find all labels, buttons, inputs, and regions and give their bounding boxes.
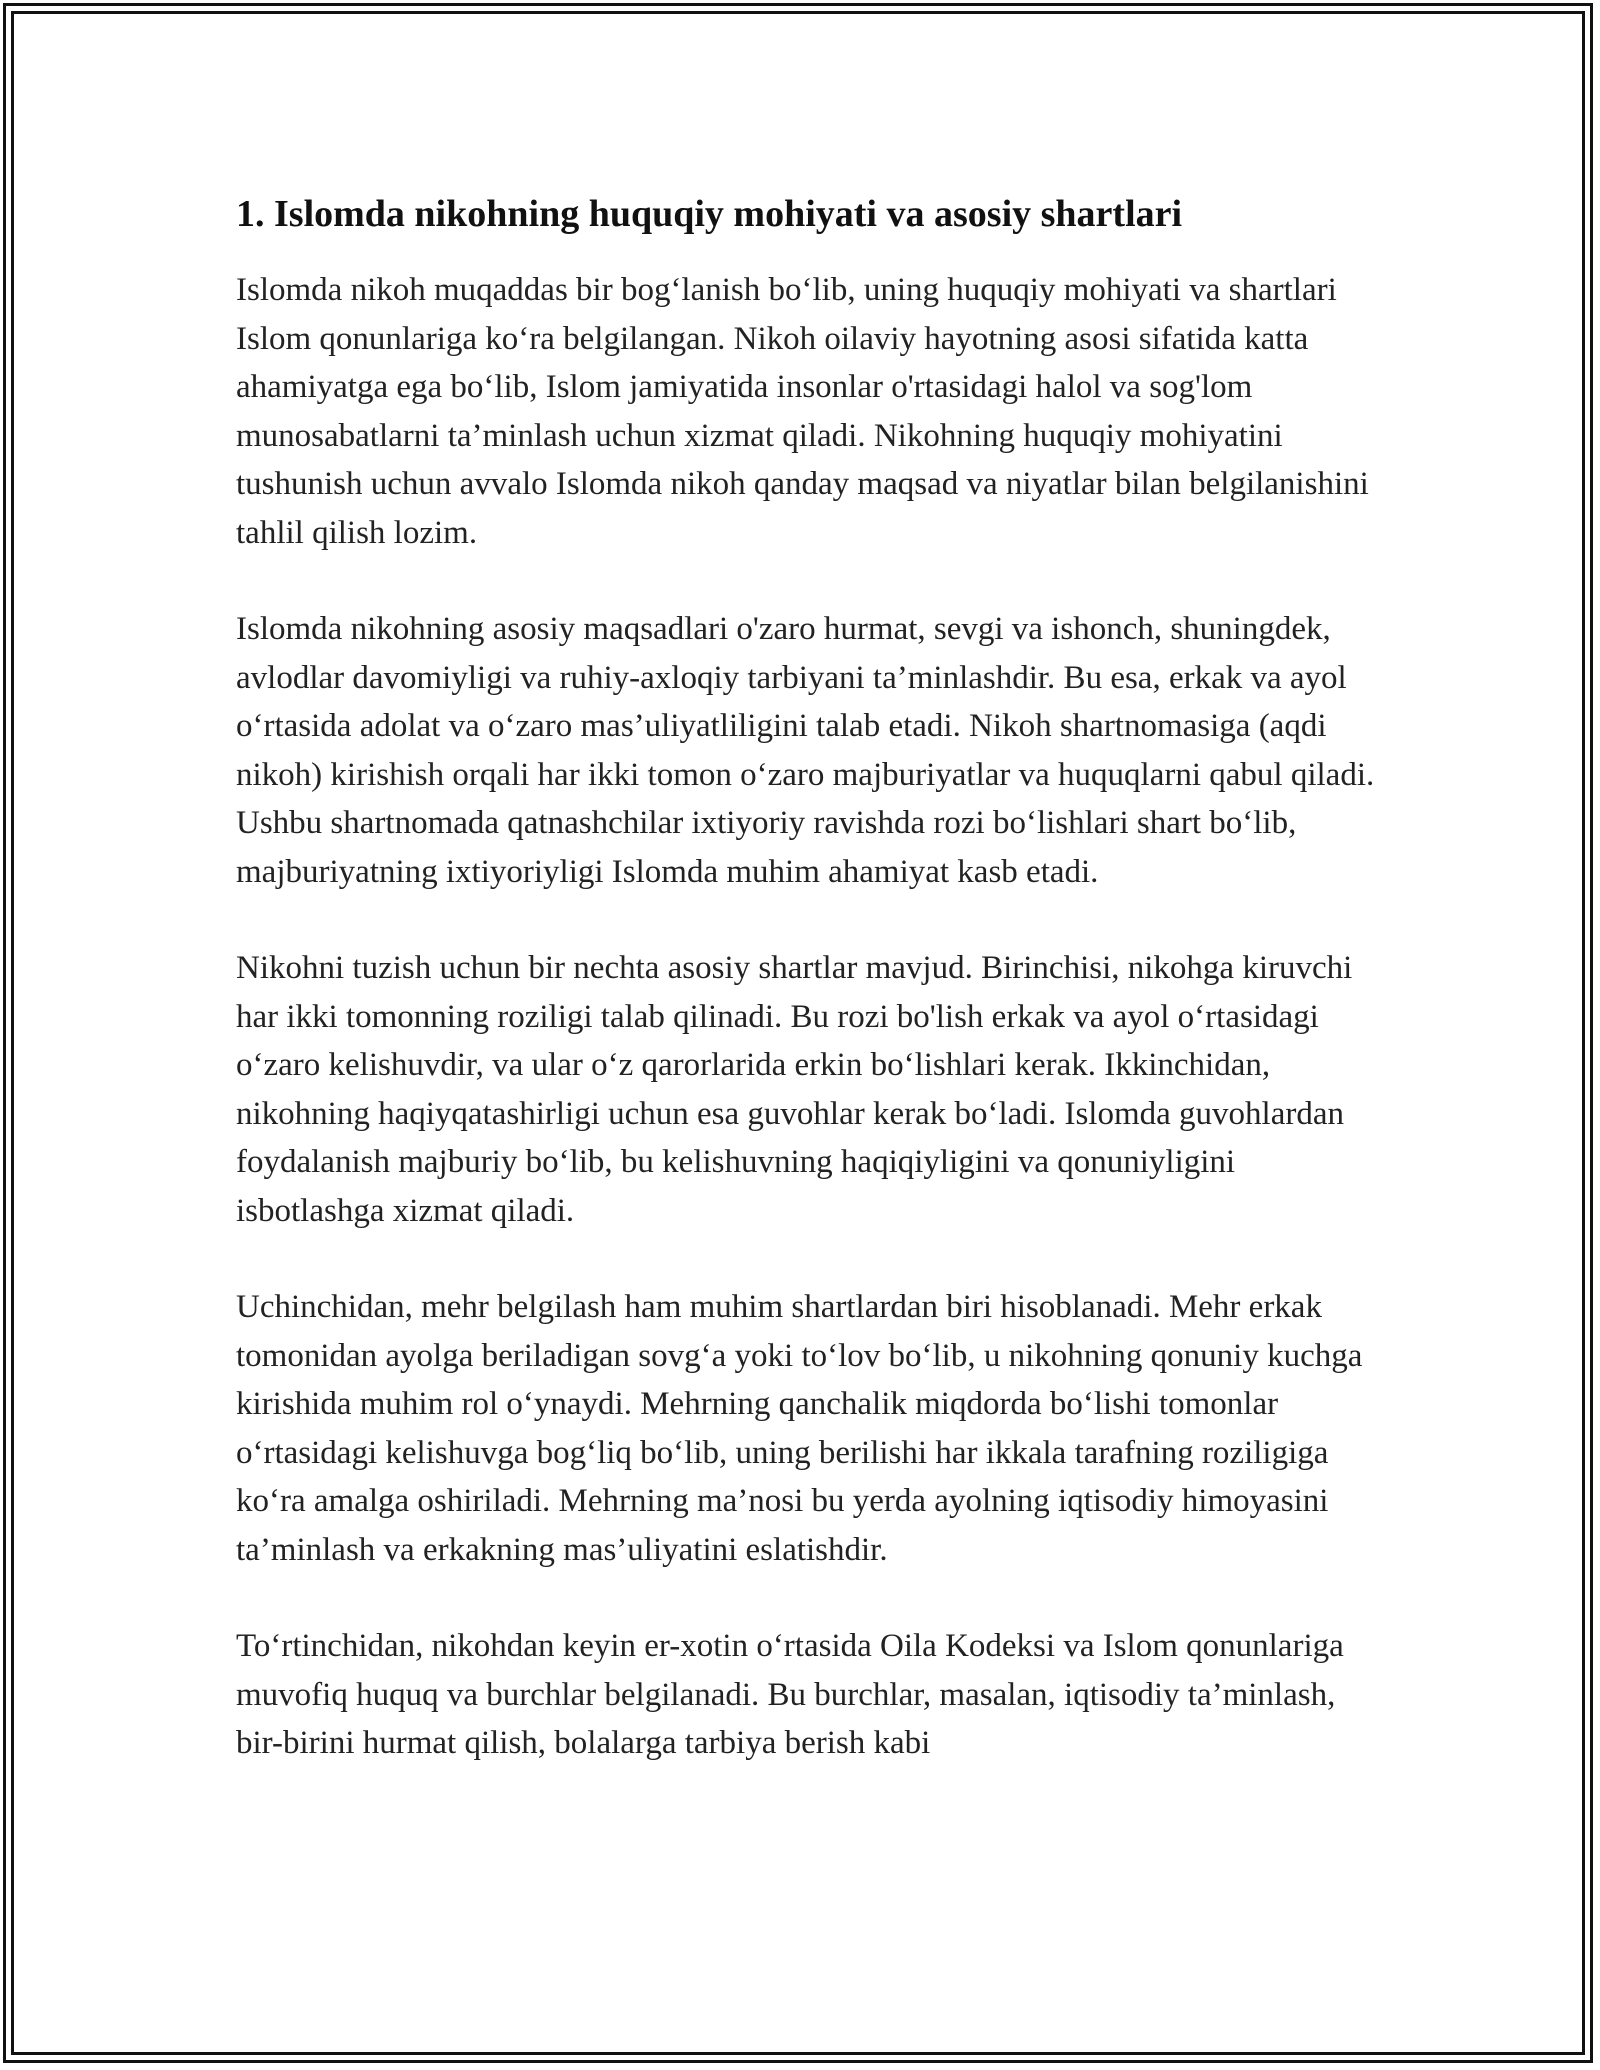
paragraph-1: Islomda nikoh muqaddas bir bog‘lanish bo‘lib, uning huquqiy mohiyati va shartlari Islom qonunlariga ko‘ra belgilangan. Nikoh oilaviy hayotning asosi sifatida katta ahamiyatga ega bo‘lib, Islom jamiyatida insonlar o'rtasidagi halol va sog'lom munosabatlarni ta’minlash uchun xizmat qiladi. Nikohning huquqiy mohiyatini tushunish uchun avvalo Islomda nikoh qanday maqsad va niyatlar bilan belgilanishini tahlil qilish lozim. xyxy=(236,272,1369,551)
paragraph-2: Islomda nikohning asosiy maqsadlari o'zaro hurmat, sevgi va ishonch, shuningdek, avlodlar davomiyligi va ruhiy-axloqiy tarbiyani ta’minlashdir. Bu esa, erkak va ayol o‘rtasida adolat va o‘zaro mas’uliyatliligini talab etadi. Nikoh shartnomasiga (aqdi nikoh) kirishish orqali har ikki tomon o‘zaro majburiyatlar va huquqlarni qabul qiladi. Ushbu shartnomada qatnashchilar ixtiyoriy ravishda rozi bo‘lishlari shart bo‘lib, majburiyatning ixtiyoriyligi Islomda muhim ahamiyat kasb etadi. xyxy=(236,611,1375,890)
document-body xyxy=(236,184,1376,1816)
paragraph-5: To‘rtinchidan, nikohdan keyin er-xotin o‘rtasida Oila Kodeksi va Islom qonunlariga muvofiq huquq va burchlar belgilanadi. Bu burchlar, masalan, iqtisodiy ta’minlash, bir-birini hurmat qilish, bolalarga tarbiya berish kabi xyxy=(236,1628,1344,1761)
paragraph-4: Uchinchidan, mehr belgilash ham muhim shartlardan biri hisoblanadi. Mehr erkak tomonidan ayolga beriladigan sovg‘a yoki to‘lov bo‘lib, u nikohning qonuniy kuchga kirishida muhim rol o‘ynaydi. Mehrning qanchalik miqdorda bo‘lishi tomonlar o‘rtasidagi kelishuvga bog‘liq bo‘lib, uning berilishi har ikkala tarafning roziligiga ko‘ra amalga oshiriladi. Mehrning ma’nosi bu yerda ayolning iqtisodiy himoyasini ta’minlash va erkakning mas’uliyatini eslatishdir. xyxy=(236,1289,1363,1568)
section-heading: 1. Islomda nikohning huquqiy mohiyati va asosiy shartlari xyxy=(236,193,1183,235)
paragraph-3: Nikohni tuzish uchun bir nechta asosiy shartlar mavjud. Birinchisi, nikohga kiruvchi har ikki tomonning roziligi talab qilinadi. Bu rozi bo'lish erkak va ayol o‘rtasidagi o‘zaro kelishuvdir, va ular o‘z qarorlarida erkin bo‘lishlari kerak. Ikkinchidan, nikohning haqiyqatashirligi uchun esa guvohlar kerak bo‘ladi. Islomda guvohlardan foydalanish majburiy bo‘lib, bu kelishuvning haqiqiyligini va qonuniyligini isbotlashga xizmat qiladi. xyxy=(236,950,1353,1229)
